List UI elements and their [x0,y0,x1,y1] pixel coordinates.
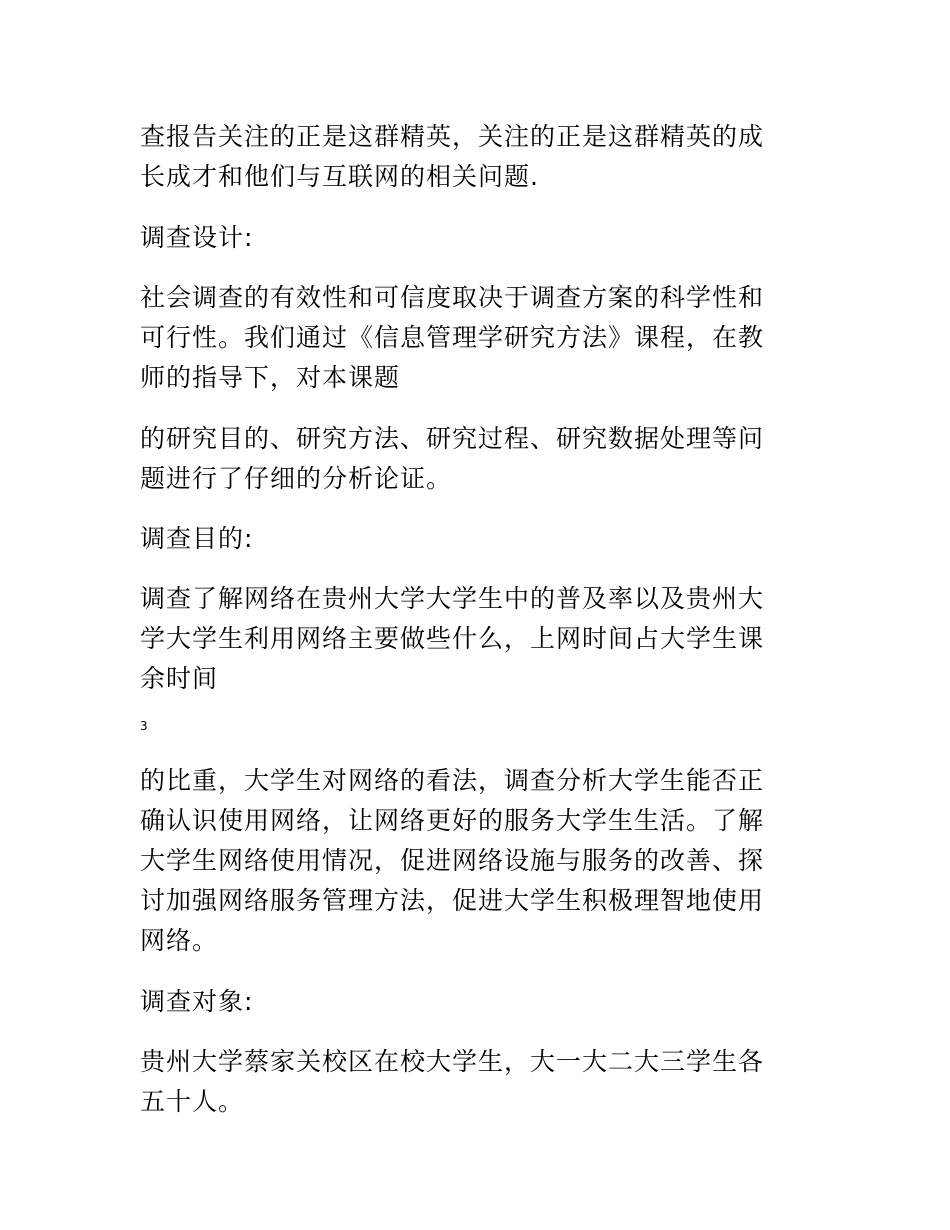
heading-survey-design [140,218,800,258]
text-line: 调查了解网络在贵州大学大学生中的普及率以及贵州大 [140,584,765,613]
section-heading: 调查对象: [140,987,254,1016]
text-line: 查报告关注的正是这群精英，关注的正是这群精英的成 [140,122,765,151]
paragraph-survey-subjects [140,1042,800,1122]
text-line: 题进行了仔细的分析论证。 [140,464,453,493]
section-heading: 调查设计: [140,223,254,252]
text-line: 讨加强网络服务管理方法，促进大学生积极理智地使用 [140,886,765,915]
text-line: 大学生网络使用情况，促进网络设施与服务的改善、探 [140,846,765,875]
text-line: 长成才和他们与互联网的相关问题. [140,162,539,191]
paragraph-survey-design [140,278,800,398]
text-line: 网络。 [140,926,219,955]
text-line: 确认识使用网络，让网络更好的服务大学生生活。了解 [140,806,765,835]
text-line: 余时间 [140,664,219,693]
text-line: 的研究目的、研究方法、研究过程、研究数据处理等问 [140,424,765,453]
heading-survey-purpose [140,519,800,559]
text-line: 师的指导下，对本课题 [140,363,401,392]
text-line: 可行性。我们通过《信息管理学研究方法》课程，在教 [140,323,765,352]
text-line: 五十人。 [140,1087,245,1116]
heading-survey-subjects [140,982,800,1022]
paragraph-survey-purpose [140,579,800,699]
text-line: 的比重，大学生对网络的看法，调查分析大学生能否正 [140,766,765,795]
paragraph-research-analysis [140,419,800,499]
paragraph-report-focus [140,117,800,197]
text-line: 学大学生利用网络主要做些什么，上网时间占大学生课 [140,624,765,653]
section-heading: 调查目的: [140,524,254,553]
text-line: 社会调查的有效性和可信度取决于调查方案的科学性和 [140,283,765,312]
paragraph-network-usage [140,761,800,961]
page-number: 3 [140,719,148,733]
text-line: 贵州大学蔡家关校区在校大学生，大一大二大三学生各 [140,1047,765,1076]
